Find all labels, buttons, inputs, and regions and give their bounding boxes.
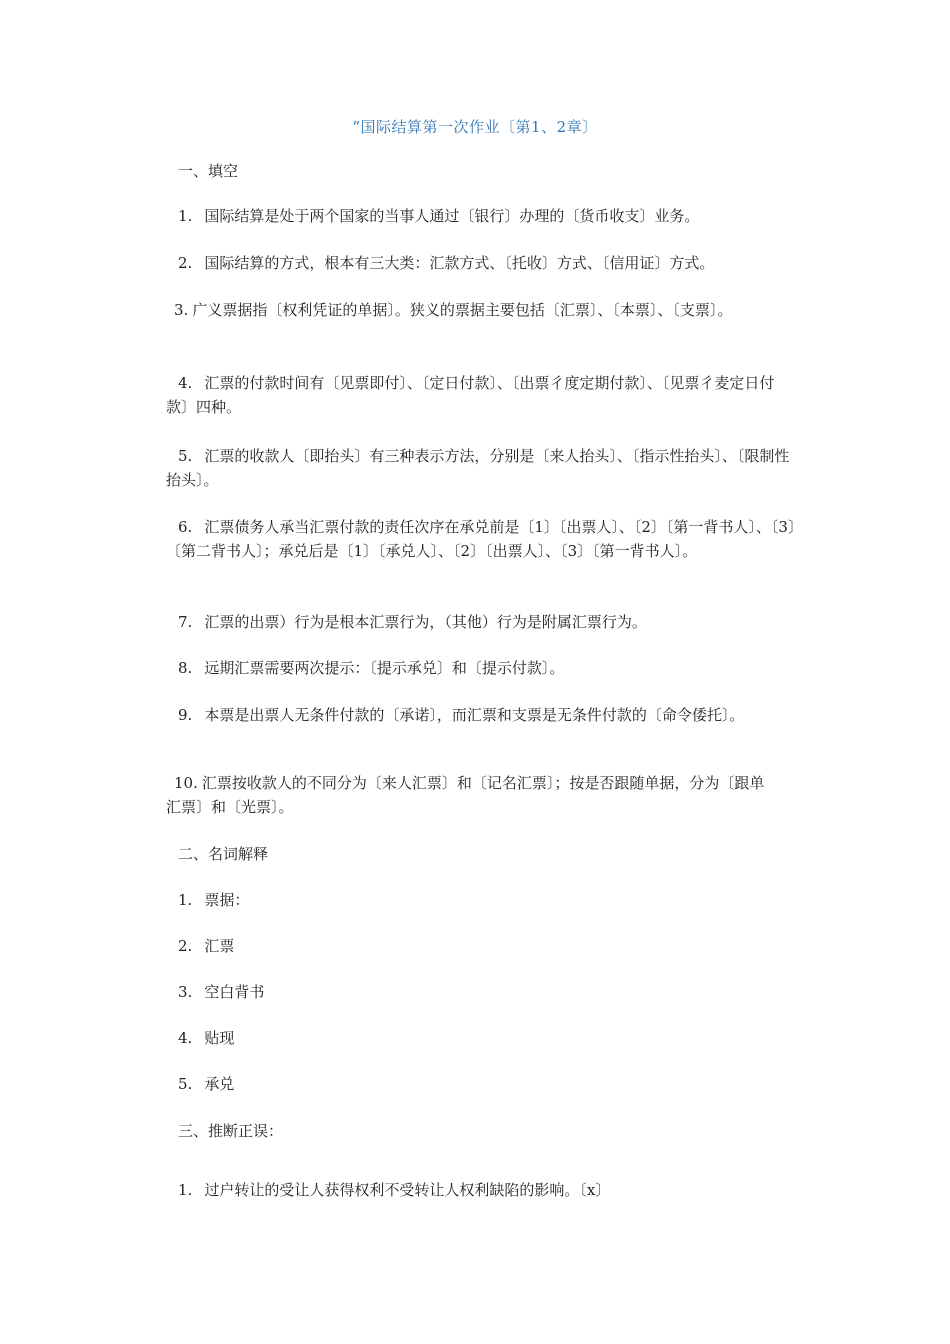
item-number: 4. — [178, 374, 193, 392]
section-heading-true-false: 三、推断正误： — [178, 1122, 284, 1140]
item-text: 国际结算的方式，根本有三大类：汇款方式、〔托收〕方式、〔信用证〕方式。 — [204, 254, 715, 272]
item-number: 1. — [178, 207, 193, 225]
item-text: 承兑 — [204, 1075, 235, 1093]
item-number: 8. — [178, 659, 193, 677]
item-text: 广义票据指〔权利凭证的单据〕。狭义的票据主要包括〔汇票〕、〔本票〕、〔支票〕。 — [192, 301, 733, 319]
item-text: 贴现 — [204, 1029, 235, 1047]
list-item — [166, 1178, 796, 1202]
item-text: 空白背书 — [204, 983, 265, 1001]
list-item — [166, 1072, 796, 1096]
list-item — [166, 1026, 796, 1050]
list-item — [166, 298, 796, 322]
list-item — [166, 888, 796, 912]
document-title: “国际结算第一次作业〔第1、2章〕 — [352, 118, 598, 136]
item-text: 国际结算是处于两个国家的当事人通过〔银行〕办理的〔货币收支〕业务。 — [204, 207, 700, 225]
item-number: 3. — [174, 301, 189, 319]
item-text: 汇票按收款人的不同分为〔来人汇票〕和〔记名汇票〕；按是否跟随单据，分为〔跟单汇票〕和〔光票〕。 — [166, 774, 765, 816]
list-item — [166, 703, 766, 727]
item-text: 汇票的出票）行为是根本汇票行为，（其他）行为是附属汇票行为。 — [204, 613, 647, 631]
item-number: 10. — [174, 774, 198, 792]
item-number: 2. — [178, 254, 193, 272]
item-text: 过户转让的受让人获得权利不受转让人权利缺陷的影响。〔x〕 — [204, 1181, 611, 1199]
item-number: 1. — [178, 1181, 193, 1199]
item-number: 6. — [178, 518, 193, 536]
item-text: 票据： — [204, 891, 250, 909]
item-number: 7. — [178, 613, 193, 631]
list-item — [166, 610, 796, 634]
item-number: 3. — [178, 983, 193, 1001]
section-heading-term-explanation: 二、名词解释 — [178, 845, 269, 863]
item-text: 本票是出票人无条件付款的〔承诺〕，而汇票和支票是无条件付款的〔命令倭托〕。 — [204, 706, 745, 724]
item-number: 9. — [178, 706, 193, 724]
list-item — [166, 656, 796, 680]
list-item — [166, 934, 796, 958]
item-text: 远期汇票需要两次提示：〔提示承兑〕和〔提示付款〕。 — [204, 659, 565, 677]
list-item — [166, 371, 796, 419]
list-item — [166, 980, 796, 1004]
list-item — [166, 204, 796, 228]
item-number: 1. — [178, 891, 193, 909]
item-text: 汇票 — [204, 937, 235, 955]
item-number: 2. — [178, 937, 193, 955]
section-heading-fill-blank: 一、填空 — [178, 162, 239, 180]
list-item — [166, 515, 796, 563]
item-text: 汇票的付款时间有〔见票即付〕、〔定日付款〕、〔出票彳度定期付款〕、〔见票彳麦定日付款〕四种。 — [166, 374, 775, 416]
item-number: 5. — [178, 447, 193, 465]
list-item — [166, 444, 796, 492]
list-item — [166, 251, 796, 275]
item-text: 汇票的收款人〔即抬头〕有三种表示方法，分别是〔来人抬头〕、〔指示性抬头〕、〔限制性抬头〕。 — [166, 447, 790, 489]
item-number: 5. — [178, 1075, 193, 1093]
item-number: 4. — [178, 1029, 193, 1047]
item-text: 汇票债务人承当汇票付款的责任次序在承兑前是〔1〕〔出票人〕、〔2〕〔第一背书人〕、〔3〕〔第二背书人〕；承兑后是〔1〕〔承兑人〕、〔2〕〔出票人〕、〔3〕〔第一背书人〕。 — [166, 518, 796, 560]
list-item — [166, 771, 766, 819]
